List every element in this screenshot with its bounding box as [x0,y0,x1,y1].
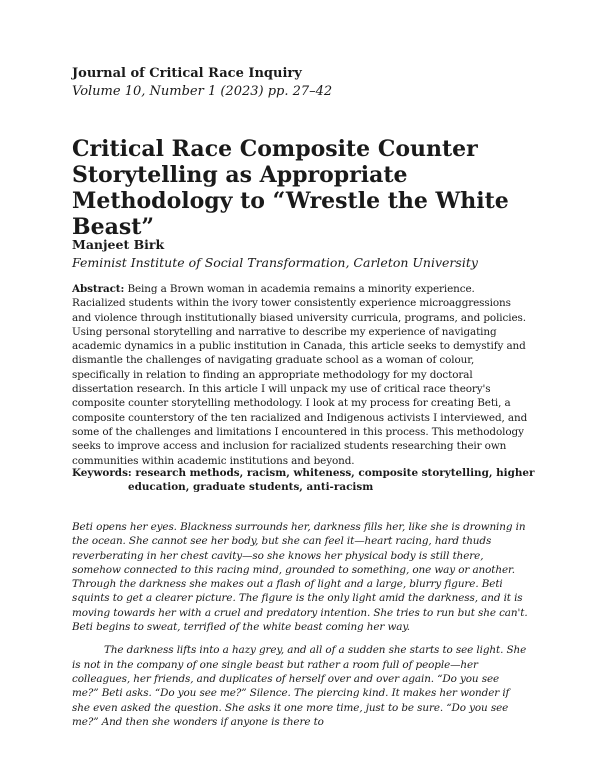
keywords-text: research methods, racism, whiteness, composite storytelling, higher education, graduate students, anti-racism [128,467,535,494]
story-paragraph-1: Beti opens her eyes. Blackness surrounds her, darkness fills her, like she is drowning in the ocean. She cannot see her body, but she can feel it—heart racing, hard thuds reverberating in her chest cavity—so she knows her physical body is still there, somehow connected to this racing mind, grounded to something, one way or another. Through the darkness she makes out a flash of light and a large, blurry figure. Beti squints to get a clearer picture. The figure is the only light amid the darkness, and it is moving towards her with a cruel and predatory intention. She tries to run but she can't. Beti begins to sweat, terrified of the white beast coming her way. [72,521,528,634]
abstract [72,282,528,468]
journal-volume: Volume 10, Number 1 (2023) pp. 27–42 [72,84,333,99]
abstract-text: Being a Brown woman in academia remains a minority experience. Racialized students within the ivory tower consistently experience microaggressions and violence through institutionally biased university curricula, programs, and policies. Using personal storytelling and narrative to describe my experience of navigating academic dynamics in a public institution in Canada, this article seeks to demystify and dismantle the challenges of navigating graduate school as a woman of colour, specifically in relation to finding an appropriate methodology for my doctoral dissertation research. In this article I will unpack my use of critical race theory's composite counter storytelling methodology. I look at my process for creating Beti, a composite counterstory of the ten racialized and Indigenous activists I interviewed, and some of the challenges and limitations I encountered in this process. This methodology seeks to improve access and inclusion for racialized students researching their own communities within academic institutions and beyond. [72,283,528,467]
journal-name: Journal of Critical Race Inquiry [72,66,302,81]
article-title: Critical Race Composite Counter Storytelling as Appropriate Methodology to “Wrestle the White Beast” [72,136,509,240]
keywords [72,466,584,495]
author-name: Manjeet Birk [72,237,165,252]
author-affiliation: Feminist Institute of Social Transformation, Carleton University [72,255,478,270]
keywords-label: Keywords: [72,467,132,479]
abstract-label: Abstract: [72,283,125,295]
story-excerpt [72,520,528,729]
story-paragraph-2: The darkness lifts into a hazy grey, and all of a sudden she starts to see light. She is not in the company of one single beast but rather a room full of people—her colleagues, her friends, and duplicates of herself over and over again. “Do you see me?” Beti asks. “Do you see me?” Silence. The piercing kind. It makes her wonder if she even asked the question. She asks it one more time, just to be sure. “Do you see me?” And then she wonders if anyone is there to [72,644,527,728]
